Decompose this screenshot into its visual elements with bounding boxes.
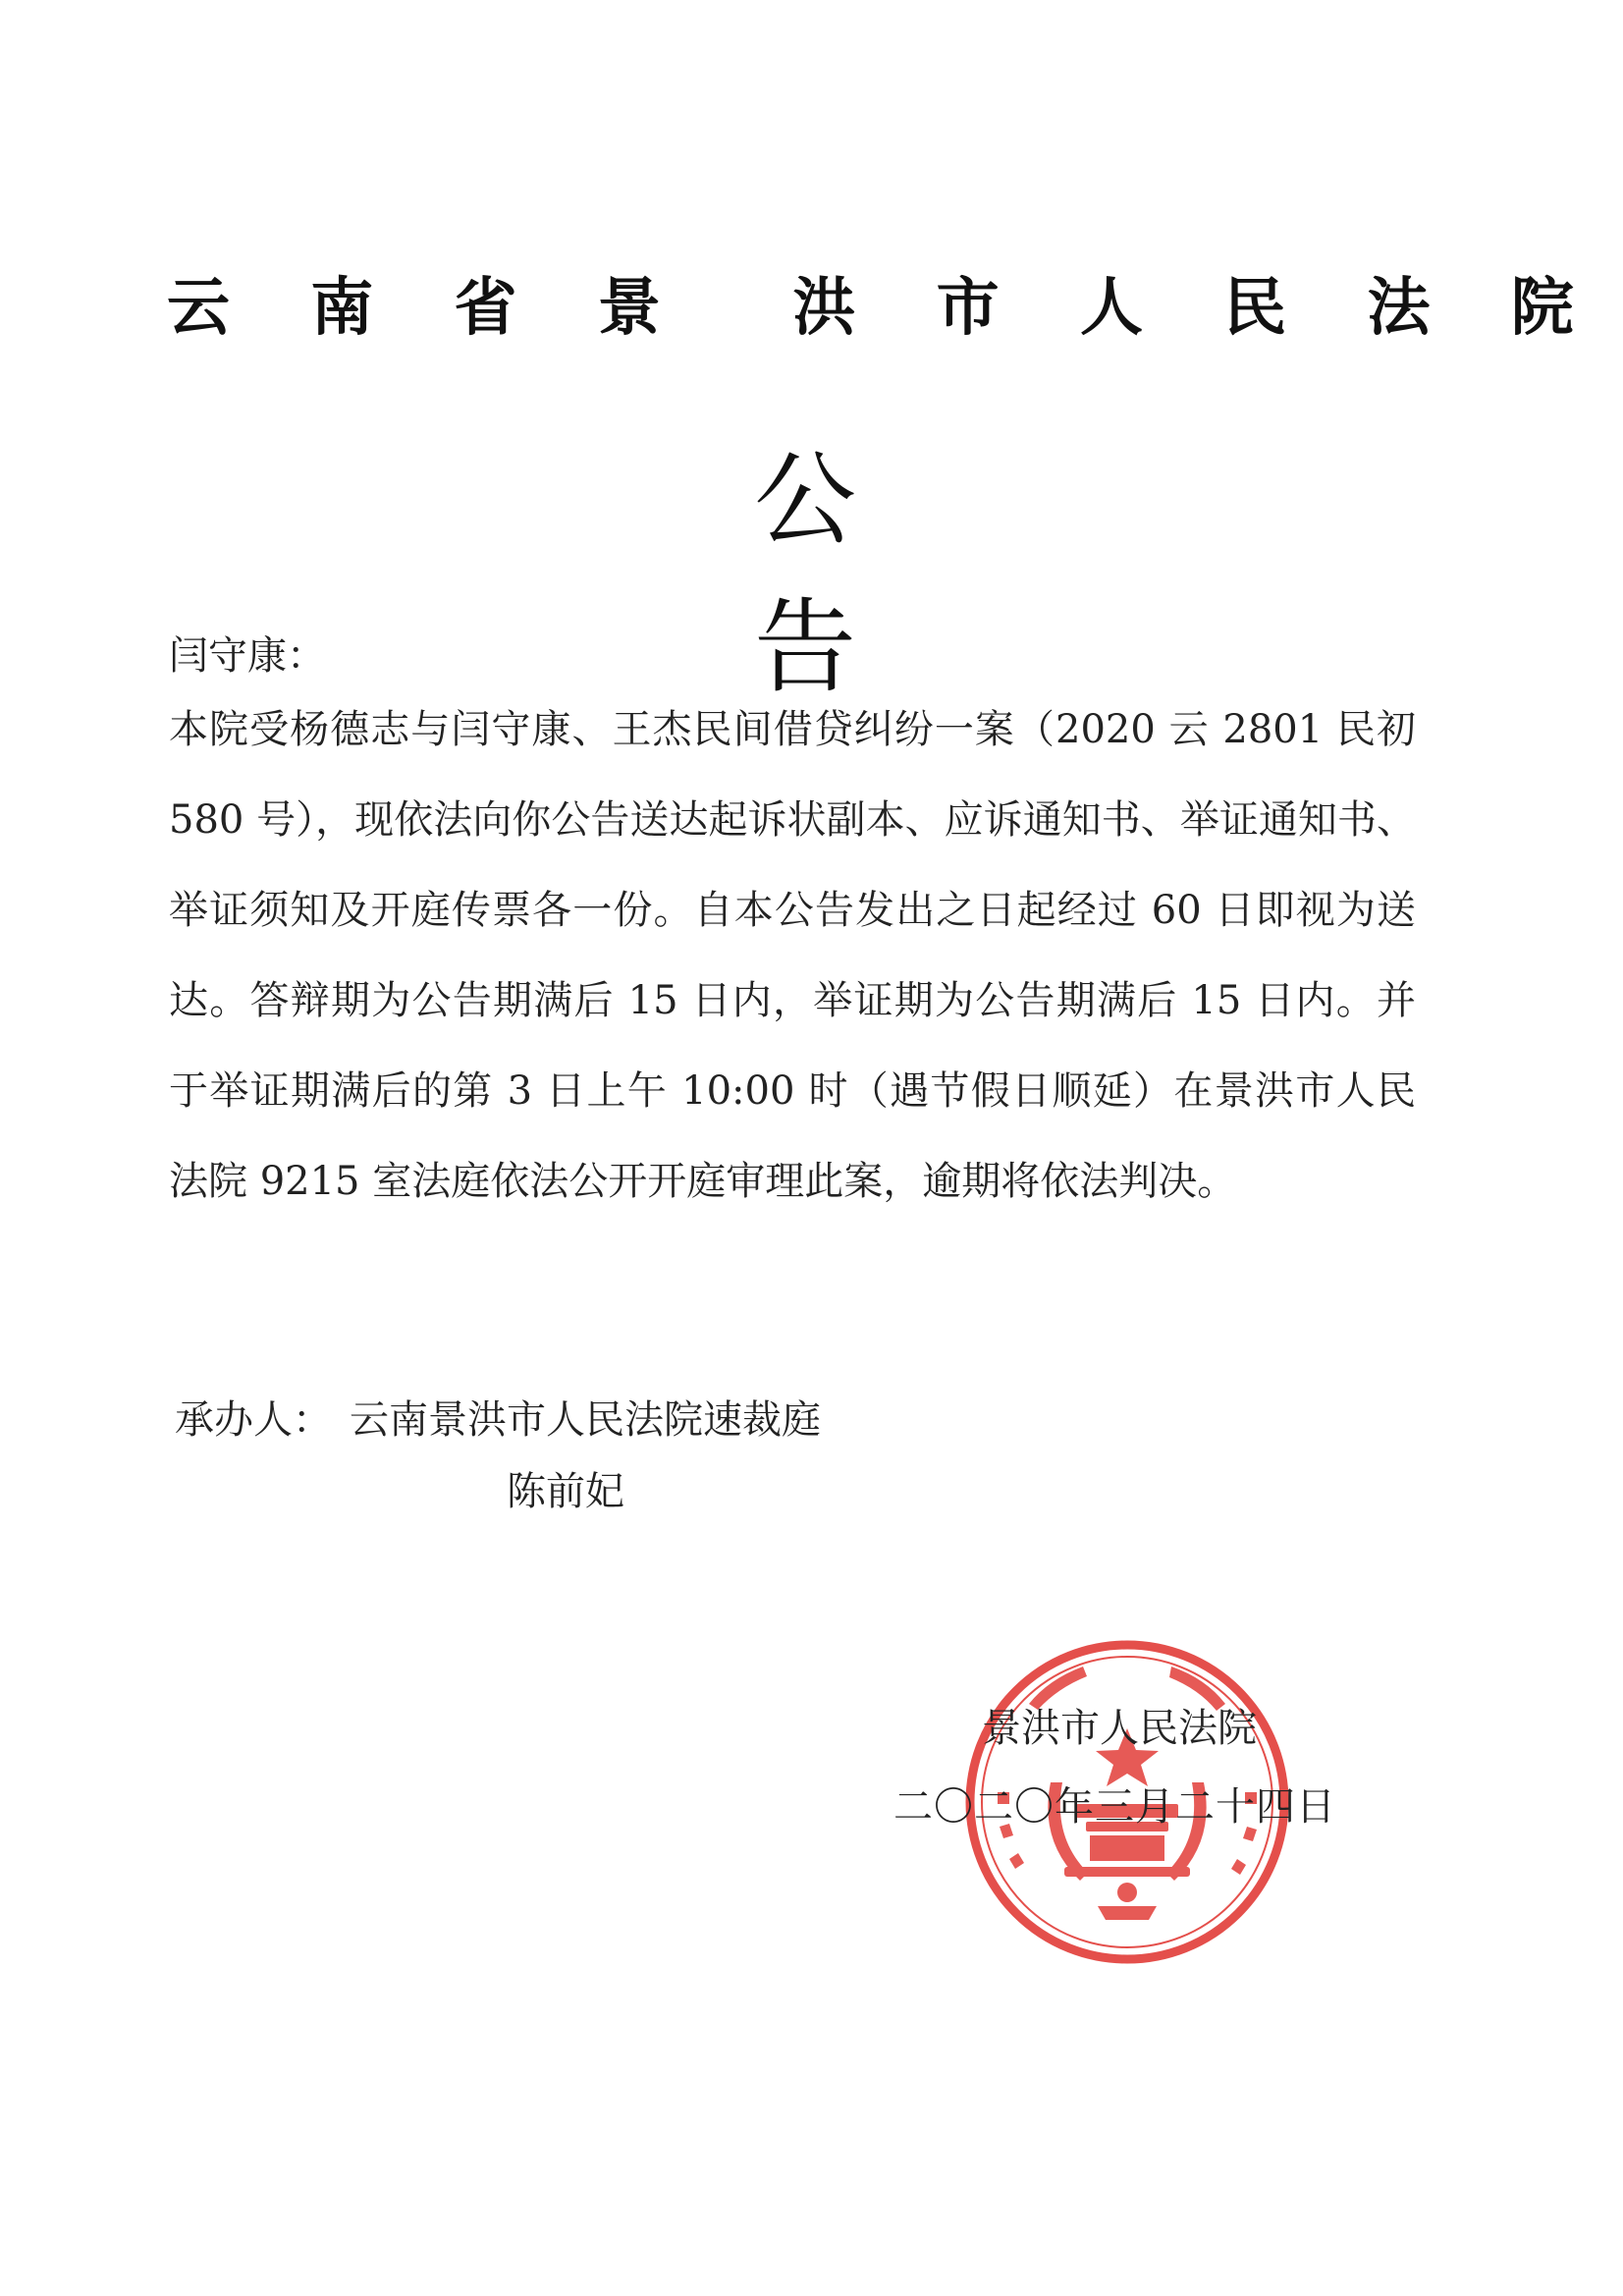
handler-organization: 云南景洪市人民法院速裁庭 xyxy=(350,1397,821,1443)
document-title: 公告 xyxy=(753,440,994,707)
signing-date: 二〇二〇年三月二十四日 xyxy=(893,1784,1336,1830)
handler-label: 承办人： xyxy=(175,1397,332,1443)
handler-name: 陈前妃 xyxy=(507,1469,624,1514)
notice-body: 本院受杨德志与闫守康、王杰民间借贷纠纷一案（2020 云 2801 民初 580 号），现依法向你公告送达起诉状副本、应诉通知书、举证通知书、举证须知及开庭传票各一份。自本公告发出之日起经过 60 日即视为送达。答辩期为公告期满后 15 日内，举证期为公告期满后 15 日内。并于举证期满后的第 3 日上午 10:00 时（遇节假日顺延）在景洪市人民法院 9215 室法庭依法公开开庭审理此案，逾期将依法判决。 xyxy=(169,707,1416,1204)
court-name-heading: 云 南 省 景 洪 市 人 民 法 院 xyxy=(167,272,1603,345)
signing-court: 景洪市人民法院 xyxy=(982,1706,1257,1751)
addressee: 闫守康： xyxy=(169,633,326,679)
